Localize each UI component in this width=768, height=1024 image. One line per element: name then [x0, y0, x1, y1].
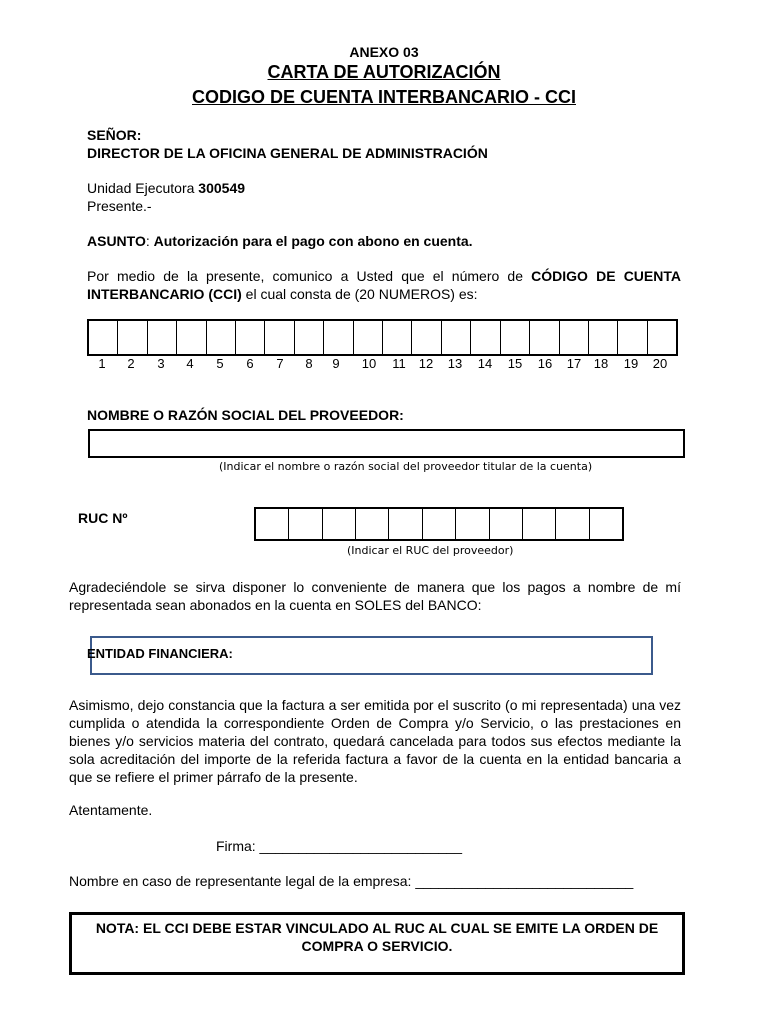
ruc-digit-box[interactable]	[423, 509, 456, 539]
ruc-digit-box[interactable]	[389, 509, 422, 539]
cci-digit-box[interactable]	[354, 321, 383, 354]
cci-digit-box[interactable]	[501, 321, 530, 354]
cci-position-number: 10	[361, 356, 377, 371]
cci-digit-box[interactable]	[148, 321, 177, 354]
ruc-digit-box[interactable]	[323, 509, 356, 539]
closing: Atentamente.	[69, 802, 153, 818]
financial-entity-label: ENTIDAD FINANCIERA:	[87, 646, 233, 661]
annex-label: ANEXO 03	[349, 44, 419, 60]
ruc-label: RUC Nº	[78, 510, 128, 526]
ruc-hint: (Indicar el RUC del proveedor)	[347, 544, 514, 557]
cci-digit-box[interactable]	[648, 321, 676, 354]
cci-digit-box[interactable]	[412, 321, 441, 354]
subject-separator: :	[145, 233, 154, 249]
intro-part1: Por medio de la presente, comunico a Usted que el número de	[87, 268, 532, 284]
thanks-paragraph: Agradeciéndole se sirva disponer lo conveniente de manera que los pagos a nombre de mí representada sean abonados en la cuenta en SOLES del BANCO:	[69, 579, 681, 613]
ruc-digit-box[interactable]	[256, 509, 289, 539]
note-box	[69, 912, 685, 975]
cci-digit-box[interactable]	[324, 321, 353, 354]
ruc-digit-box[interactable]	[556, 509, 589, 539]
cci-position-numbers	[0, 356, 768, 374]
representative-line[interactable]: Nombre en caso de representante legal de la empresa: ____________________________	[69, 873, 634, 889]
recipient-position: DIRECTOR DE LA OFICINA GENERAL DE ADMINISTRACIÓN	[87, 145, 488, 161]
ruc-digit-boxes[interactable]	[254, 507, 624, 541]
cci-digit-box[interactable]	[295, 321, 324, 354]
cci-position-number: 15	[507, 356, 523, 371]
cci-position-number: 8	[305, 356, 313, 371]
ruc-digit-box[interactable]	[490, 509, 523, 539]
cci-digit-box[interactable]	[442, 321, 471, 354]
cci-digit-box[interactable]	[118, 321, 147, 354]
cci-position-number: 6	[246, 356, 254, 371]
cci-position-number: 4	[186, 356, 194, 371]
cci-position-number: 7	[276, 356, 284, 371]
executing-unit	[87, 180, 245, 196]
ruc-digit-box[interactable]	[523, 509, 556, 539]
unit-code: 300549	[198, 180, 246, 196]
cci-digit-box[interactable]	[177, 321, 206, 354]
cci-position-number: 2	[127, 356, 135, 371]
cci-digit-box[interactable]	[560, 321, 589, 354]
ruc-digit-box[interactable]	[356, 509, 389, 539]
cci-digit-box[interactable]	[89, 321, 118, 354]
subject-label: ASUNTO	[87, 233, 146, 249]
cci-digit-box[interactable]	[383, 321, 412, 354]
cci-position-number: 9	[332, 356, 340, 371]
signature-line[interactable]: Firma: __________________________	[216, 838, 462, 854]
ruc-digit-box[interactable]	[590, 509, 622, 539]
cci-digit-box[interactable]	[530, 321, 559, 354]
document-subtitle: CODIGO DE CUENTA INTERBANCARIO - CCI	[192, 87, 576, 107]
declaration-paragraph: Asimismo, dejo constancia que la factura a ser emitida por el suscrito (o mi representada) una vez cumplida o atendida la correspondiente Orden de Compra y/o Servicio, o las prestaciones en bienes y/o servicios materia del contrato, quedará cancelada para todos sus efectos mediante la sola acreditación del importe de la referida factura a favor de la cuenta en la entidad bancaria a que se refiere el primer párrafo de la presente.	[69, 697, 681, 785]
cci-digit-box[interactable]	[589, 321, 618, 354]
subject-line	[87, 233, 473, 249]
cci-digit-boxes[interactable]	[87, 319, 678, 356]
cci-position-number: 5	[216, 356, 224, 371]
provider-name-field[interactable]	[88, 429, 685, 458]
unit-label: Unidad Ejecutora	[87, 180, 199, 196]
cci-digit-box[interactable]	[618, 321, 647, 354]
cci-position-number: 18	[593, 356, 609, 371]
cci-position-number: 13	[447, 356, 463, 371]
intro-part2: el cual consta de (20 NUMEROS) es:	[241, 286, 478, 302]
intro-paragraph	[87, 267, 681, 303]
cci-position-number: 16	[537, 356, 553, 371]
intro-bold: CÓDIGO DE CUENTA INTERBANCARIO (CCI)	[87, 268, 681, 302]
cci-position-number: 11	[392, 356, 406, 371]
cci-position-number: 12	[418, 356, 434, 371]
ruc-digit-box[interactable]	[289, 509, 322, 539]
cci-position-number: 14	[477, 356, 493, 371]
salutation: SEÑOR:	[87, 127, 142, 143]
cci-digit-box[interactable]	[236, 321, 265, 354]
cci-position-number: 3	[157, 356, 165, 371]
cci-digit-box[interactable]	[265, 321, 294, 354]
provider-label: NOMBRE O RAZÓN SOCIAL DEL PROVEEDOR:	[87, 407, 404, 423]
cci-position-number: 20	[652, 356, 668, 371]
present-label: Presente.-	[87, 198, 152, 214]
note-text: NOTA: EL CCI DEBE ESTAR VINCULADO AL RUC AL CUAL SE EMITE LA ORDEN DE COMPRA O SERVICIO.	[95, 920, 659, 954]
cci-digit-box[interactable]	[471, 321, 500, 354]
subject-text: Autorización para el pago con abono en cuenta.	[153, 233, 473, 249]
cci-digit-box[interactable]	[207, 321, 236, 354]
ruc-digit-box[interactable]	[456, 509, 489, 539]
document-title: CARTA DE AUTORIZACIÓN	[267, 62, 501, 82]
provider-hint: (Indicar el nombre o razón social del proveedor titular de la cuenta)	[219, 460, 593, 473]
cci-position-number: 1	[98, 356, 106, 371]
cci-position-number: 17	[566, 356, 582, 371]
cci-position-number: 19	[623, 356, 639, 371]
